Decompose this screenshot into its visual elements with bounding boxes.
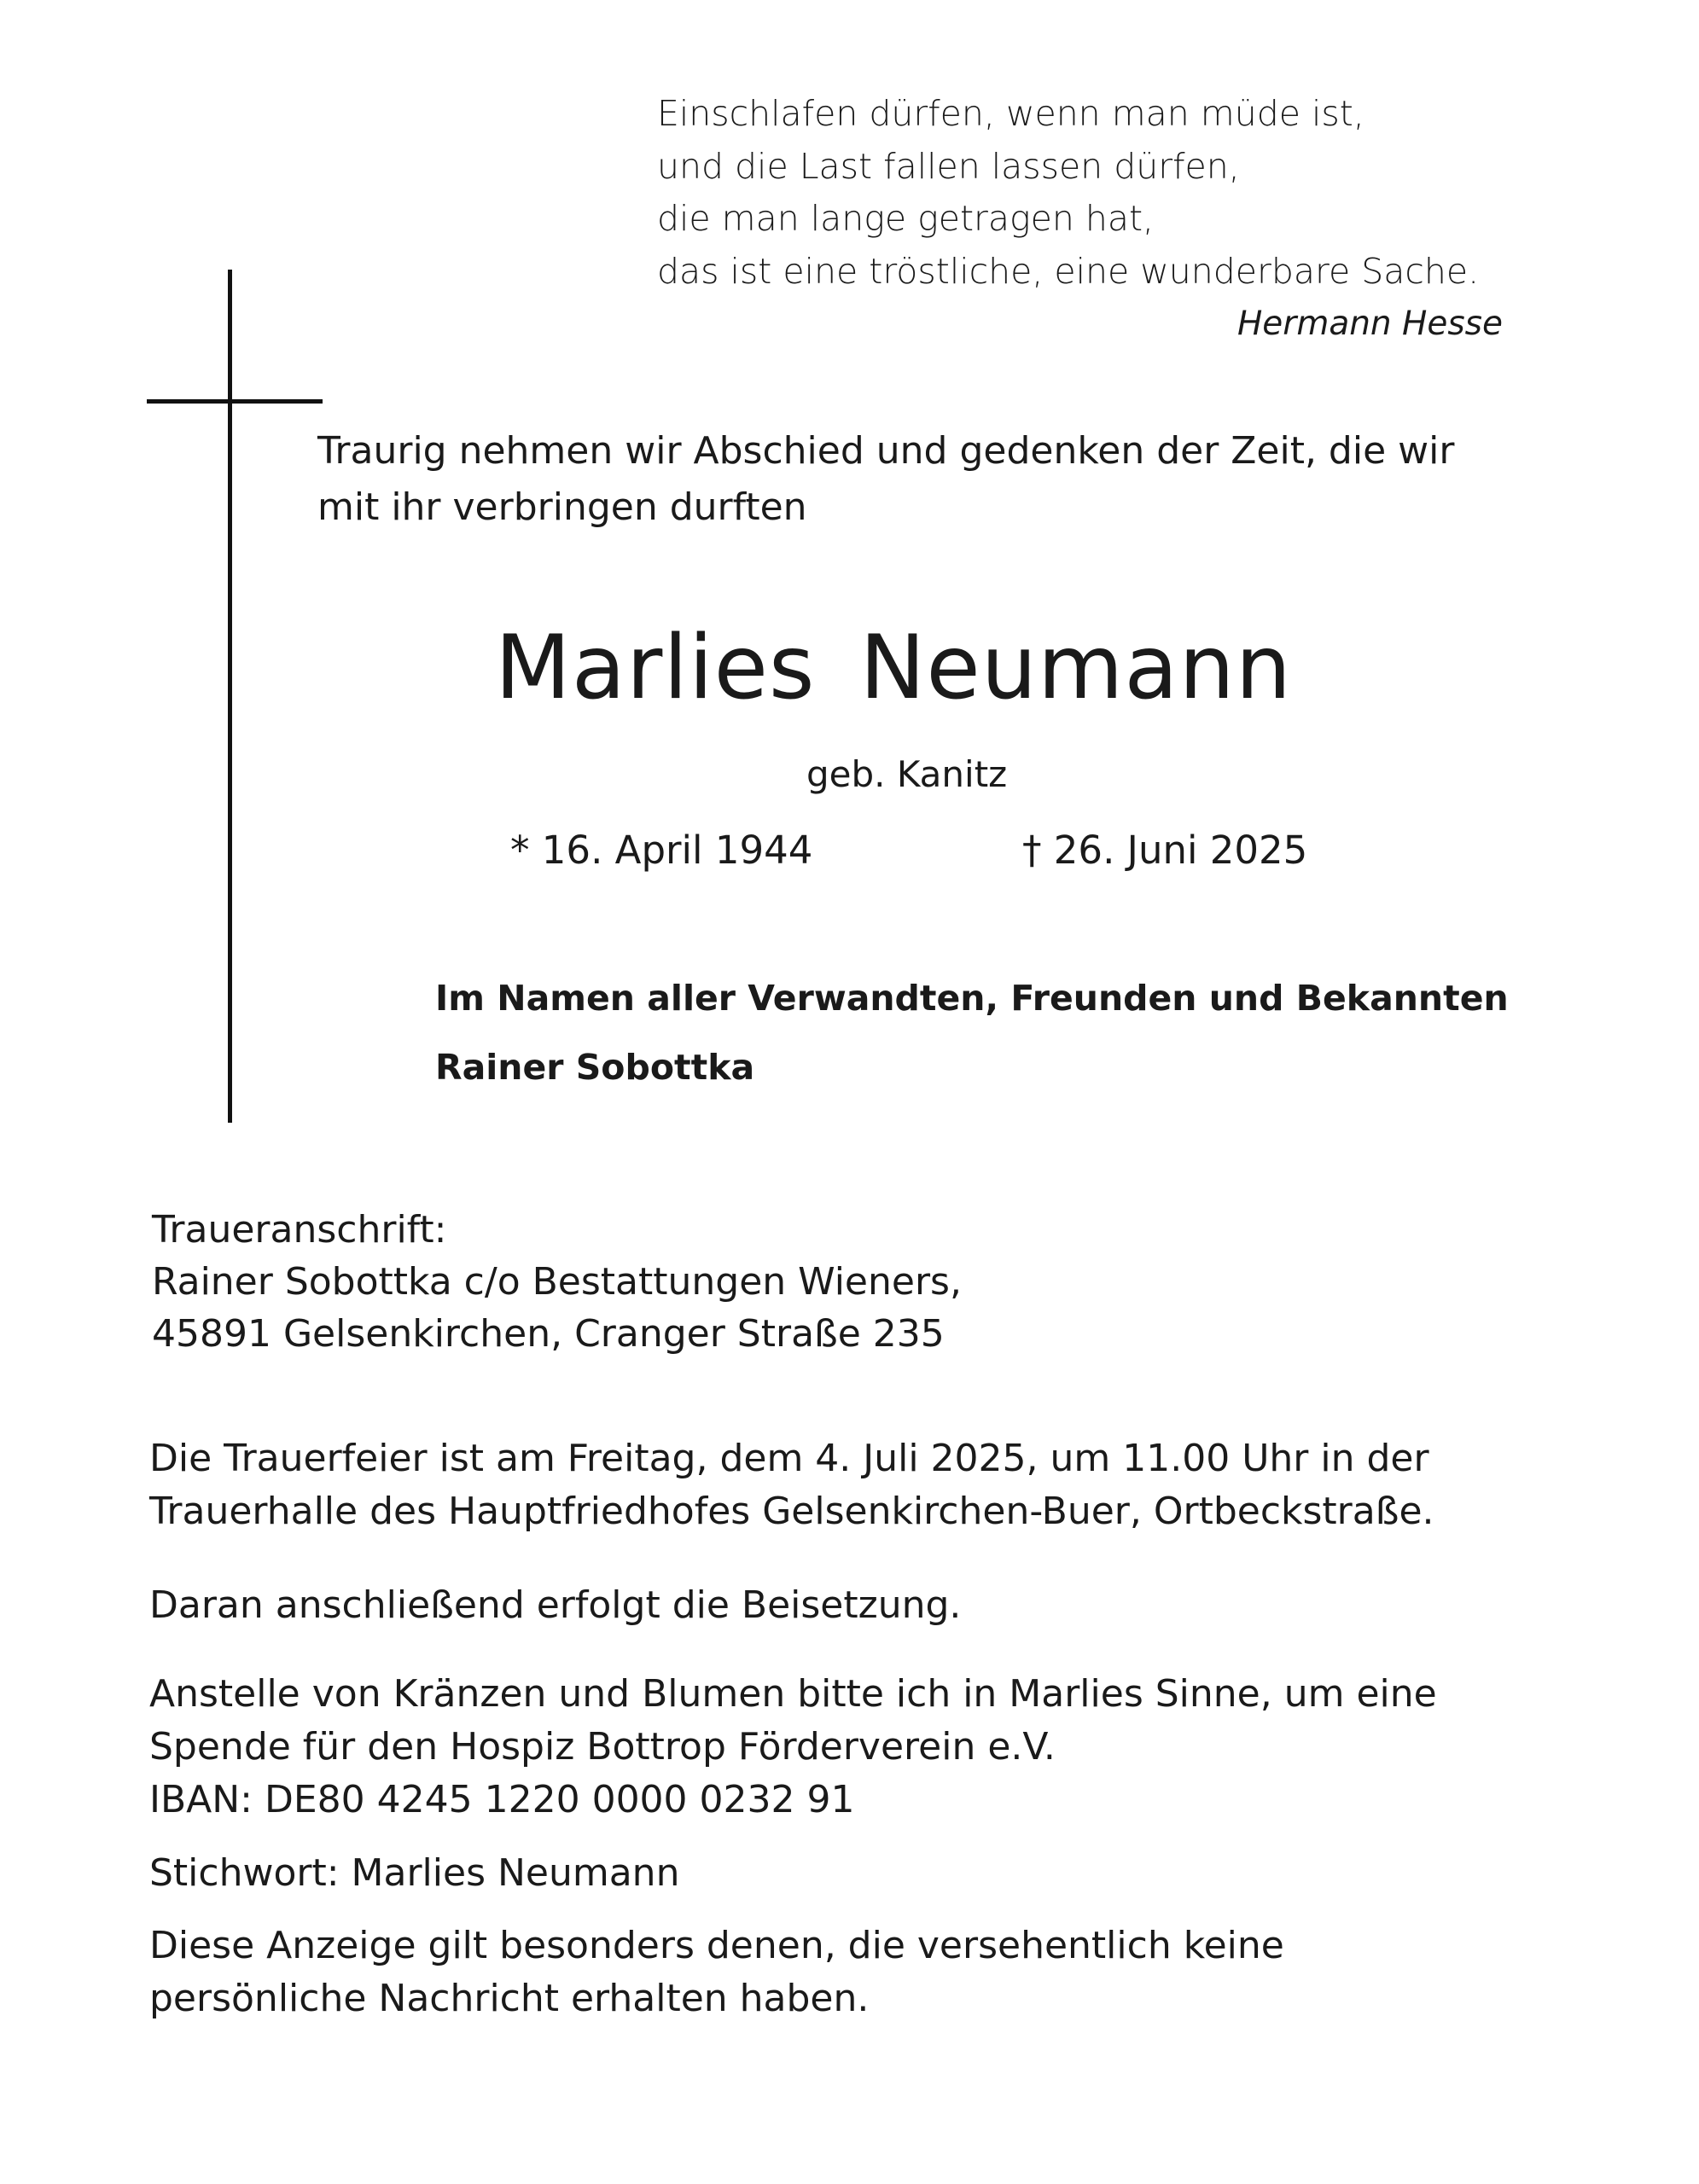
cross-icon-horizontal-bar (147, 399, 323, 404)
deceased-name: Marlies Neumann (495, 617, 1293, 719)
closing-line: persönliche Nachricht erhalten haben. (149, 1977, 870, 2020)
intro-text (317, 423, 1555, 536)
signature-line: Im Namen aller Verwandten, Freunden und Bekannten (435, 978, 1509, 1019)
burial-paragraph (149, 1579, 1549, 1632)
keyword-paragraph (149, 1847, 1549, 1900)
address-label: Traueranschrift: (152, 1208, 447, 1252)
cross-icon-vertical-bar (228, 270, 232, 1123)
ceremony-paragraph (149, 1432, 1549, 1538)
poem-author: Hermann Hesse (1236, 305, 1503, 343)
address-line: 45891 Gelsenkirchen, Cranger Straße 235 (152, 1312, 945, 1356)
poem-line: und die Last fallen lassen dürfen, (657, 145, 1240, 187)
death-date: † 26. Juni 2025 (1022, 828, 1308, 873)
ceremony-line: Die Trauerfeier ist am Freitag, dem 4. Juli 2025, um 11.00 Uhr in der (149, 1437, 1429, 1480)
donation-line: Spende für den Hospiz Bottrop Förderverein e.V. (149, 1725, 1056, 1769)
maiden-name: geb. Kanitz (806, 753, 1008, 795)
intro-line: mit ihr verbringen durften (317, 485, 807, 529)
closing-line: Diese Anzeige gilt besonders denen, die versehentlich keine (149, 1924, 1284, 1967)
intro-line: Traurig nehmen wir Abschied und gedenken der Zeit, die wir (317, 429, 1455, 473)
donation-line: Anstelle von Kränzen und Blumen bitte ich in Marlies Sinne, um eine (149, 1672, 1437, 1716)
signature-block (435, 964, 1509, 1102)
poem-line: Einschlafen dürfen, wenn man müde ist, (657, 93, 1364, 134)
mourning-address (152, 1204, 962, 1360)
poem-quote (657, 88, 1527, 351)
birth-date: * 16. April 1944 (510, 828, 813, 873)
closing-paragraph (149, 1920, 1549, 2025)
signature-name: Rainer Sobottka (435, 1047, 755, 1088)
address-line: Rainer Sobottka c/o Bestattungen Wieners, (152, 1260, 962, 1304)
ceremony-line: Trauerhalle des Hauptfriedhofes Gelsenkirchen-Buer, Ortbeckstraße. (149, 1490, 1434, 1533)
poem-line: die man lange getragen hat, (657, 198, 1155, 239)
burial-line: Daran anschließend erfolgt die Beisetzung. (149, 1583, 962, 1627)
keyword-line: Stichwort: Marlies Neumann (149, 1851, 680, 1895)
poem-line: das ist eine tröstliche, eine wunderbare Sache. (657, 250, 1480, 292)
iban-line: IBAN: DE80 4245 1220 0000 0232 91 (149, 1778, 855, 1821)
donation-paragraph (149, 1668, 1549, 1827)
